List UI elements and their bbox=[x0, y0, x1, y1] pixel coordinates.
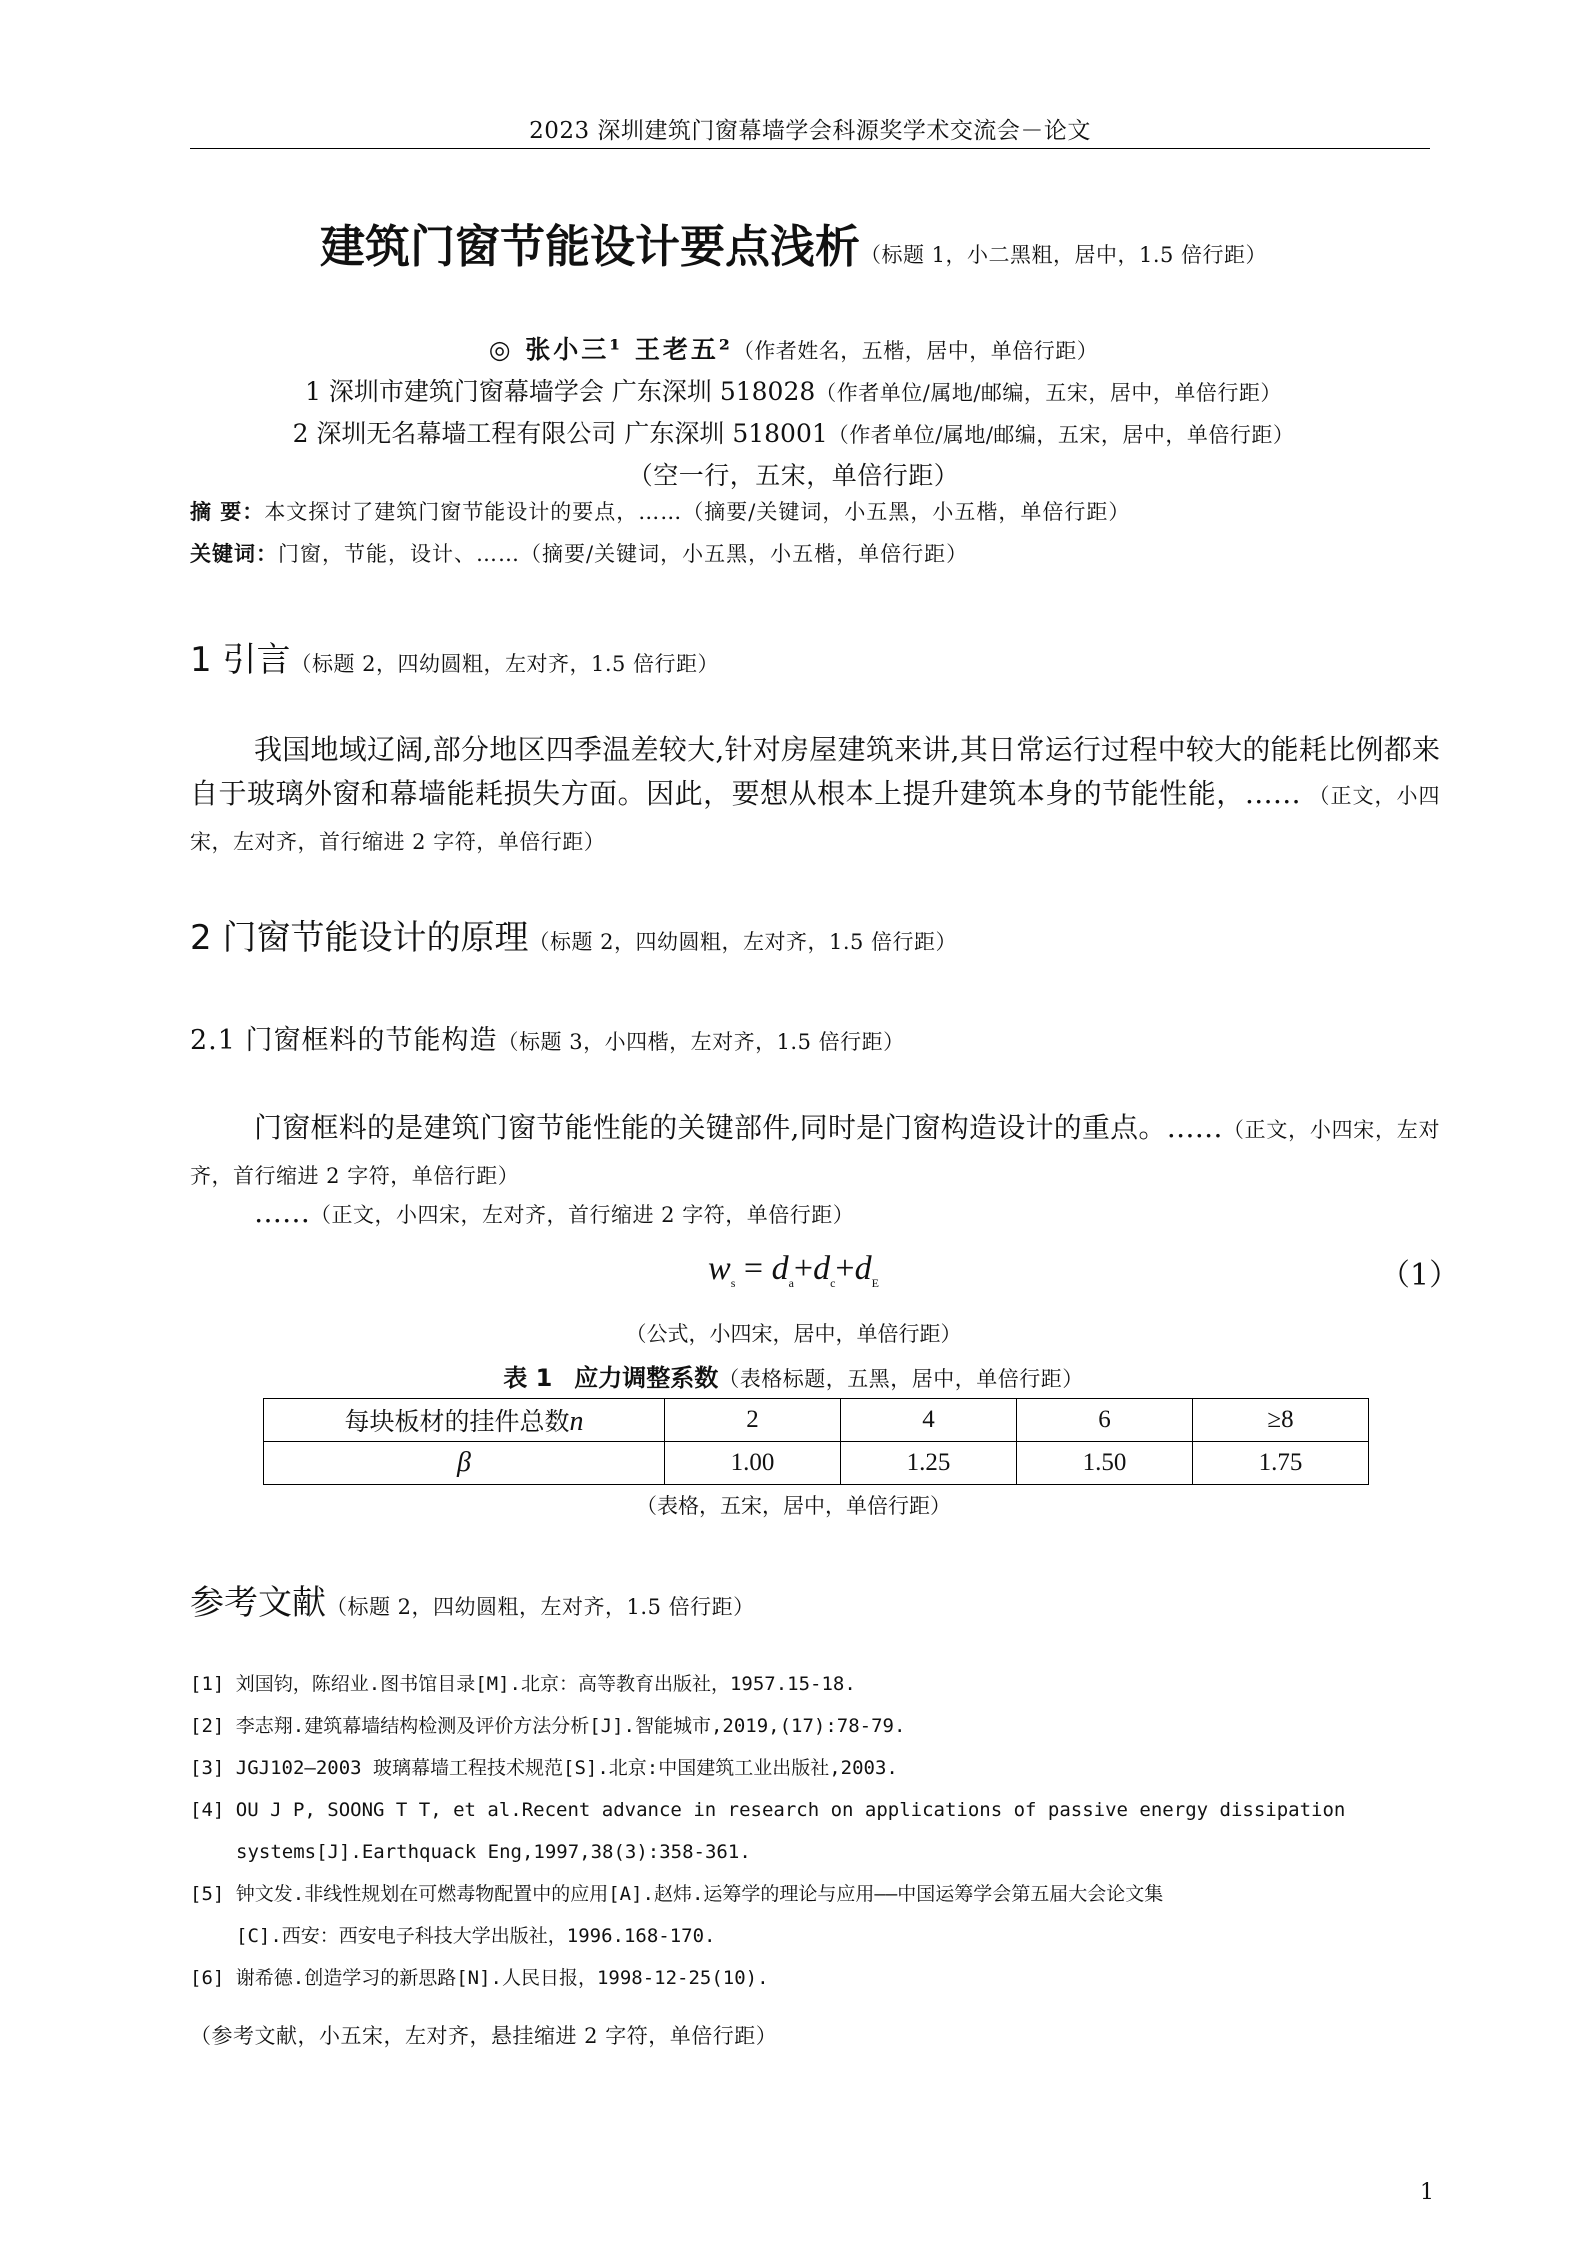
title-block bbox=[0, 210, 1587, 275]
abstract bbox=[190, 496, 1130, 526]
table-cell: 6 bbox=[1017, 1399, 1193, 1442]
reference-item: [2] 李志翔.建筑幕墙结构检测及评价方法分析[J].智能城市,2019,(17):78-79. bbox=[190, 1715, 906, 1737]
affiliation-1-note: （作者单位/属地/邮编，五宋，居中，单倍行距） bbox=[815, 381, 1282, 405]
intro-heading-note: （标题 2，四幼圆粗，左对齐，1.5 倍行距） bbox=[290, 652, 720, 676]
principle-heading-note: （标题 2，四幼圆粗，左对齐，1.5 倍行距） bbox=[528, 930, 958, 954]
formula-plus-1: + bbox=[793, 1250, 814, 1287]
authors-line bbox=[0, 330, 1587, 366]
page-number: 1 bbox=[1420, 2180, 1434, 2205]
reference-item: [3] JGJ102—2003 玻璃幕墙工程技术规范[S].北京:中国建筑工业出版社,2003. bbox=[190, 1757, 898, 1779]
reference-item-continued: [C].西安：西安电子科技大学出版社，1996.168-170. bbox=[236, 1925, 716, 1947]
section-heading-principle bbox=[190, 910, 957, 959]
frame-heading-note: （标题 3，小四楷，左对齐，1.5 倍行距） bbox=[497, 1030, 905, 1054]
table-caption-label: 表 1 bbox=[503, 1364, 553, 1392]
formula-note: （公式，小四宋，居中，单倍行距） bbox=[625, 1322, 962, 1346]
affiliation-2 bbox=[0, 414, 1587, 450]
frame-paragraph bbox=[190, 1106, 1440, 1198]
intro-body: 我国地域辽阔,部分地区四季温差较大,针对房屋建筑来讲,其日常运行过程中较大的能耗比例都来自于玻璃外窗和幕墙能耗损失方面。因此，要想从根本上提升建筑本身的节能性能，…… bbox=[190, 733, 1440, 810]
intro-heading: 1 引言 bbox=[190, 640, 291, 680]
frame-body-note: （正文，小四宋，左对齐，首行缩进 2 字符，单倍行距） bbox=[190, 1118, 1441, 1188]
frame-paragraph-2 bbox=[254, 1196, 854, 1229]
keywords-note: （摘要/关键词，小五黑，小五楷，单倍行距） bbox=[520, 542, 969, 566]
paper-title: 建筑门窗节能设计要点浅析 bbox=[319, 220, 860, 273]
table-cell: 1.25 bbox=[841, 1442, 1017, 1485]
coefficient-table bbox=[263, 1398, 1369, 1485]
formula-term-3-sub: E bbox=[871, 1275, 879, 1290]
abstract-note: （摘要/关键词，小五黑，小五楷，单倍行距） bbox=[682, 500, 1131, 524]
table-cell: ≥8 bbox=[1193, 1399, 1369, 1442]
frame-body-2: …… bbox=[254, 1196, 310, 1229]
keywords bbox=[190, 538, 968, 568]
formula-term-1: d bbox=[771, 1250, 789, 1287]
affiliation-2-note: （作者单位/属地/邮编，五宋，居中，单倍行距） bbox=[827, 423, 1295, 447]
reference-item: [1] 刘国钧，陈绍业.图书馆目录[M].北京：高等教育出版社，1957.15-18. bbox=[190, 1673, 856, 1695]
header-rule bbox=[190, 148, 1430, 149]
formula-term-1-sub: a bbox=[788, 1275, 794, 1290]
formula-term-2: d bbox=[813, 1250, 831, 1287]
frame-heading: 2.1 门窗框料的节能构造 bbox=[190, 1025, 498, 1056]
reference-item: [4] OU J P, SOONG T T, et al.Recent advance in research on applications of passive energy dissipation bbox=[190, 1799, 1346, 1821]
intro-body-note: （正文，小四宋，左对齐，首行缩进 2 字符，单倍行距） bbox=[190, 784, 1440, 854]
authors: ◎ 张小三¹ 王老五² bbox=[488, 335, 733, 364]
formula bbox=[0, 1250, 1587, 1291]
subsection-heading-frame bbox=[190, 1018, 905, 1057]
section-heading-intro bbox=[190, 632, 719, 681]
table-caption-note: （表格标题，五黑，居中，单倍行距） bbox=[718, 1367, 1084, 1391]
frame-body-2-note: （正文，小四宋，左对齐，首行缩进 2 字符，单倍行距） bbox=[310, 1203, 855, 1227]
table-cell: 1.50 bbox=[1017, 1442, 1193, 1485]
affiliation-2-text: 2 深圳无名幕墙工程有限公司 广东深圳 518001 bbox=[292, 419, 828, 448]
section-heading-references bbox=[190, 1575, 755, 1624]
authors-note: （作者姓名，五楷，居中，单倍行距） bbox=[732, 339, 1099, 363]
formula-term-3: d bbox=[854, 1250, 872, 1287]
references-heading-note: （标题 2，四幼圆粗，左对齐，1.5 倍行距） bbox=[326, 1595, 755, 1619]
formula-term-2-sub: c bbox=[830, 1275, 836, 1290]
table-caption-title: 应力调整系数 bbox=[574, 1364, 719, 1392]
table-note: （表格，五宋，居中，单倍行距） bbox=[636, 1494, 951, 1518]
principle-heading: 2 门窗节能设计的原理 bbox=[190, 918, 529, 958]
table-row-label: β bbox=[264, 1442, 665, 1485]
table-header-label-cell bbox=[264, 1399, 665, 1442]
reference-item: [5] 钟文发.非线性规划在可燃毒物配置中的应用[A].赵炜.运筹学的理论与应用——中国运筹学会第五届大会论文集 bbox=[190, 1883, 1164, 1905]
reference-item-continued: systems[J].Earthquack Eng,1997,38(3):358-361. bbox=[236, 1841, 751, 1863]
abstract-text: 本文探讨了建筑门窗节能设计的要点，…… bbox=[264, 500, 683, 524]
table-cell: 4 bbox=[841, 1399, 1017, 1442]
running-header: 2023 深圳建筑门窗幕墙学会科源奖学术交流会－论文 bbox=[529, 118, 1091, 144]
reference-item: [6] 谢希德.创造学习的新思路[N].人民日报，1998-12-25(10). bbox=[190, 1967, 769, 1989]
affiliation-1-text: 1 深圳市建筑门窗幕墙学会 广东深圳 518028 bbox=[305, 377, 816, 406]
formula-lhs-sub: s bbox=[730, 1275, 736, 1290]
intro-paragraph bbox=[190, 728, 1440, 864]
keywords-label: 关键词： bbox=[190, 542, 278, 566]
table-header-label: 每块板材的挂件总数 bbox=[344, 1409, 570, 1436]
formula-plus-2: + bbox=[835, 1250, 855, 1287]
table-cell: 1.00 bbox=[665, 1442, 841, 1485]
formula-number: （1） bbox=[1380, 1258, 1460, 1293]
references-note: （参考文献，小五宋，左对齐，悬挂缩进 2 字符，单倍行距） bbox=[190, 2024, 778, 2048]
frame-body: 门窗框料的是建筑门窗节能性能的关键部件,同时是门窗构造设计的重点。…… bbox=[254, 1111, 1223, 1144]
table-caption bbox=[0, 1358, 1587, 1393]
keywords-text: 门窗，节能，设计、…… bbox=[278, 542, 520, 566]
references-heading: 参考文献 bbox=[190, 1583, 326, 1623]
formula-lhs: w bbox=[708, 1250, 731, 1287]
formula-eq: = bbox=[735, 1250, 772, 1287]
affiliation-1 bbox=[0, 372, 1587, 408]
table-cell: 1.75 bbox=[1193, 1442, 1369, 1485]
table-header-row bbox=[264, 1399, 1369, 1442]
blank-line-note: （空一行，五宋，单倍行距） bbox=[627, 461, 960, 490]
table-header-var: n bbox=[569, 1406, 584, 1437]
abstract-label: 摘 要： bbox=[190, 500, 265, 524]
table-cell: 2 bbox=[665, 1399, 841, 1442]
title-note: （标题 1，小二黑粗，居中，1.5 倍行距） bbox=[859, 243, 1268, 267]
table-data-row bbox=[264, 1442, 1369, 1485]
